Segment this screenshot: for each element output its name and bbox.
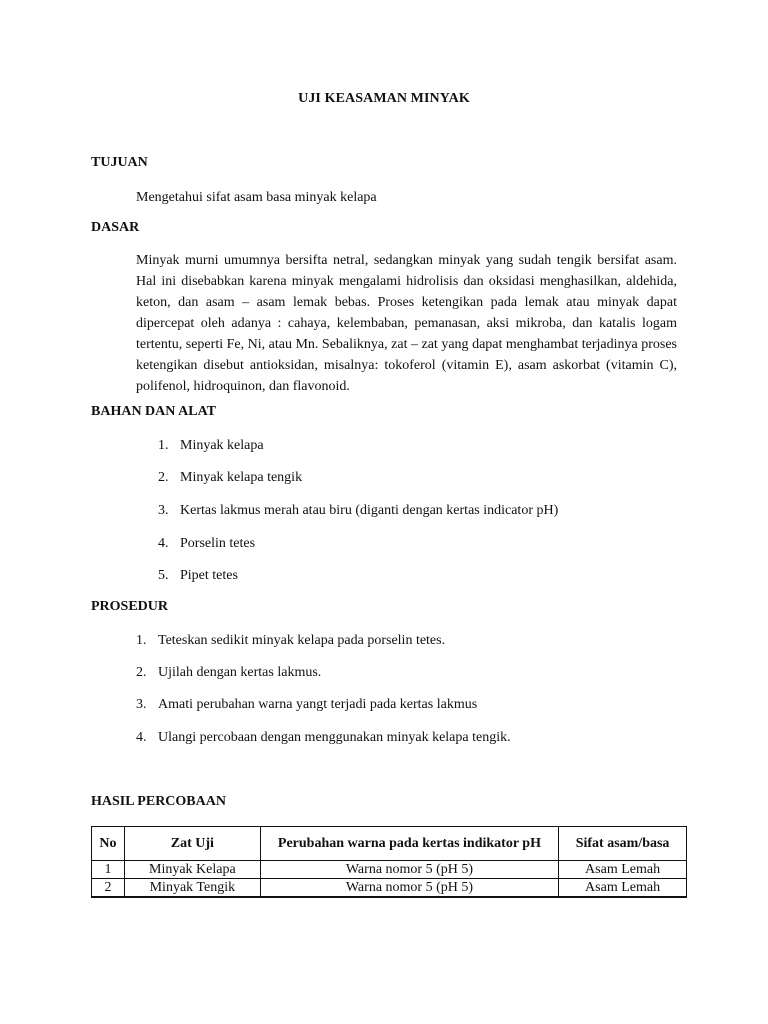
list-text: Pipet tetes: [180, 568, 238, 583]
table-cell: Minyak Kelapa: [124, 861, 260, 879]
column-header-perubahan-warna: Perubahan warna pada kertas indikator pH: [260, 827, 558, 861]
dasar-text: Minyak murni umumnya bersifta netral, sedangkan minyak yang sudah tengik bersifat asam. Hal ini disebabkan karena minyak mengalami hidrolisis dan oksidasi menghasilkan, aldehida, keton, dan asam – asam lemak bebas. Proses ketengikan pada lemak atau minyak dapat dipercepat oleh adanya : cahaya, kelembaban, pemanasan, aksi mikroba, dan katalis logam tertentu, seperti Fe, Ni, atau Mn. Sebaliknya, zat – zat yang dapat menghambat terjadinya proses ketengikan disebut antioksidan, misalnya: tokoferol (vitamin E), asam askorbat (vitamin C), polifenol, hidroquinon, dan flavonoid.: [136, 253, 677, 394]
list-text: Ulangi percobaan dengan menggunakan minyak kelapa tengik.: [158, 730, 511, 745]
table-row: [92, 861, 687, 879]
list-number: 3.: [158, 503, 169, 518]
list-number: 2.: [136, 665, 147, 680]
list-text: Amati perubahan warna yangt terjadi pada kertas lakmus: [158, 697, 478, 712]
table-cell: Warna nomor 5 (pH 5): [260, 861, 558, 879]
list-item: [136, 664, 321, 682]
list-item: [158, 535, 255, 553]
heading-prosedur: PROSEDUR: [91, 599, 169, 614]
heading-hasil-percobaan: HASIL PERCOBAAN: [91, 794, 226, 809]
results-table: [91, 826, 687, 898]
heading-tujuan: TUJUAN: [91, 155, 148, 170]
list-number: 2.: [158, 470, 169, 485]
table-header-row: [92, 827, 687, 861]
list-number: 4.: [136, 730, 147, 745]
table-cell: Asam Lemah: [559, 861, 687, 879]
list-number: 4.: [158, 536, 169, 551]
tujuan-text: Mengetahui sifat asam basa minyak kelapa: [136, 190, 377, 205]
table-cell: 1: [92, 861, 125, 879]
list-item: [158, 469, 302, 487]
list-number: 1.: [158, 438, 169, 453]
list-text: Minyak kelapa: [180, 438, 264, 453]
list-text: Teteskan sedikit minyak kelapa pada porselin tetes.: [158, 633, 446, 648]
column-header-no: No: [92, 827, 125, 861]
list-item: [136, 632, 445, 650]
table-cell: Warna nomor 5 (pH 5): [260, 879, 558, 898]
table-row: [92, 879, 687, 898]
list-text: Ujilah dengan kertas lakmus.: [158, 665, 322, 680]
list-number: 1.: [136, 633, 147, 648]
list-text: Porselin tetes: [180, 536, 256, 551]
table-cell: 2: [92, 879, 125, 898]
list-item: [136, 729, 511, 747]
heading-bahan-dan-alat: BAHAN DAN ALAT: [91, 404, 216, 419]
table-cell: Minyak Tengik: [124, 879, 260, 898]
list-item: [136, 696, 477, 714]
list-text: Minyak kelapa tengik: [180, 470, 303, 485]
list-item: [158, 567, 238, 585]
list-text: Kertas lakmus merah atau biru (diganti dengan kertas indicator pH): [180, 503, 559, 518]
list-item: [158, 502, 558, 520]
heading-dasar: DASAR: [91, 220, 140, 235]
column-header-sifat: Sifat asam/basa: [559, 827, 687, 861]
list-number: 3.: [136, 697, 147, 712]
table-cell: Asam Lemah: [559, 879, 687, 898]
list-number: 5.: [158, 568, 169, 583]
column-header-zat-uji: Zat Uji: [124, 827, 260, 861]
list-item: [158, 437, 264, 455]
document-title: UJI KEASAMAN MINYAK: [298, 91, 470, 106]
